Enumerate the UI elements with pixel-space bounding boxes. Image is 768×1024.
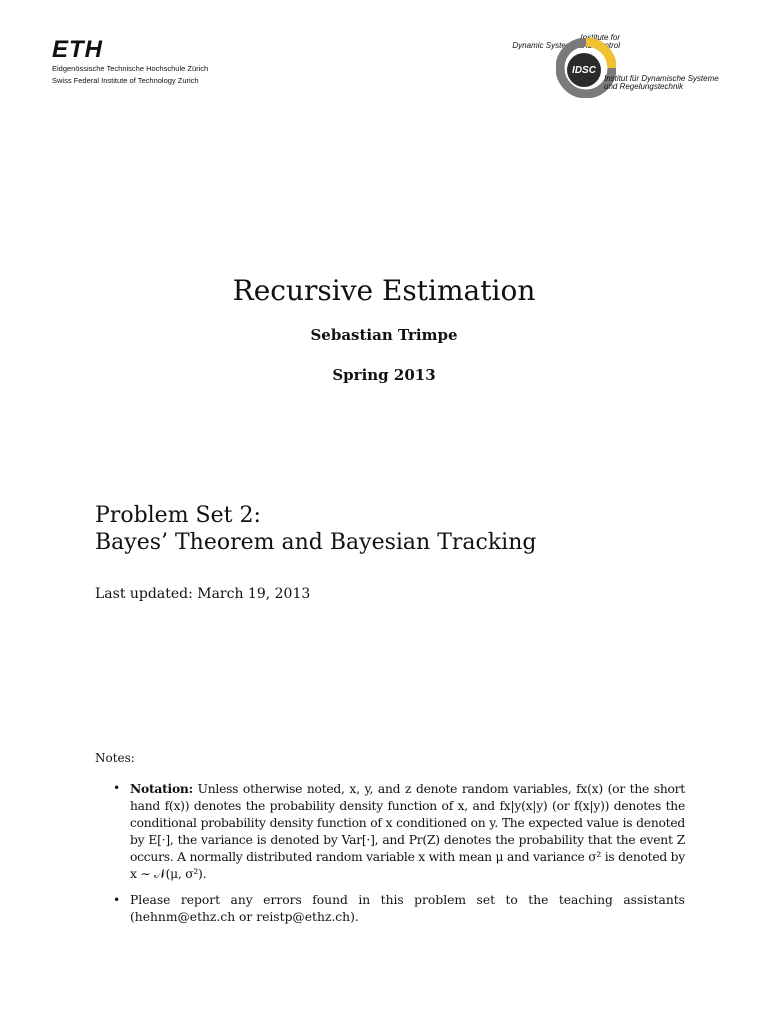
note-errors (113, 892, 685, 926)
term: Spring 2013 (332, 366, 436, 384)
last-updated: Last updated: March 19, 2013 (95, 586, 311, 602)
note-errors-text: Please report any errors found in this problem set to the teaching assistants (hehnm@ethz.ch or reistp@ethz.ch). (130, 893, 685, 924)
note-notation-content (130, 782, 685, 881)
problem-set-topic: Bayes’ Theorem and Bayesian Tracking (95, 530, 537, 555)
note-notation-term: Notation: (130, 781, 193, 796)
idsc-logo-block (456, 34, 726, 104)
idsc-name-english: Institute for Dynamic Systems and Control (512, 33, 620, 50)
document-title: Recursive Estimation (232, 274, 536, 307)
eth-name-german: Eidgenössische Technische Hochschule Zürich (52, 64, 209, 73)
eth-logo (52, 38, 208, 86)
eth-name-english: Swiss Federal Institute of Technology Zurich (52, 76, 199, 85)
bullet-icon: • (113, 781, 121, 795)
note-notation (113, 780, 685, 883)
note-notation-text: Unless otherwise noted, x, y, and z denote random variables, fx(x) (or the short hand f(x)) denotes the probability density function of x, and fx|y(x|y) (or f(x|y)) denotes the conditional probability density function of x conditioned on y. The expected value is denoted by E[·], the variance is denoted by Var[·], and Pr(Z) denotes the probability that the event Z occurs. A normally distributed random variable x with mean μ and variance σ² is denoted by x ∼ 𝒩(μ, σ²). (130, 782, 685, 881)
problem-set-number: Problem Set 2: (95, 503, 261, 528)
idsc-name-german: Institut für Dynamische Systeme und Regelungstechnik (604, 74, 719, 91)
problem-set-heading (95, 502, 536, 556)
author: Sebastian Trimpe (310, 326, 458, 344)
eth-wordmark: ETH (52, 36, 103, 63)
bullet-icon: • (113, 893, 121, 907)
idsc-logo-text: IDSC (572, 65, 596, 76)
notes-label: Notes: (95, 751, 135, 765)
notes-list (113, 780, 685, 935)
